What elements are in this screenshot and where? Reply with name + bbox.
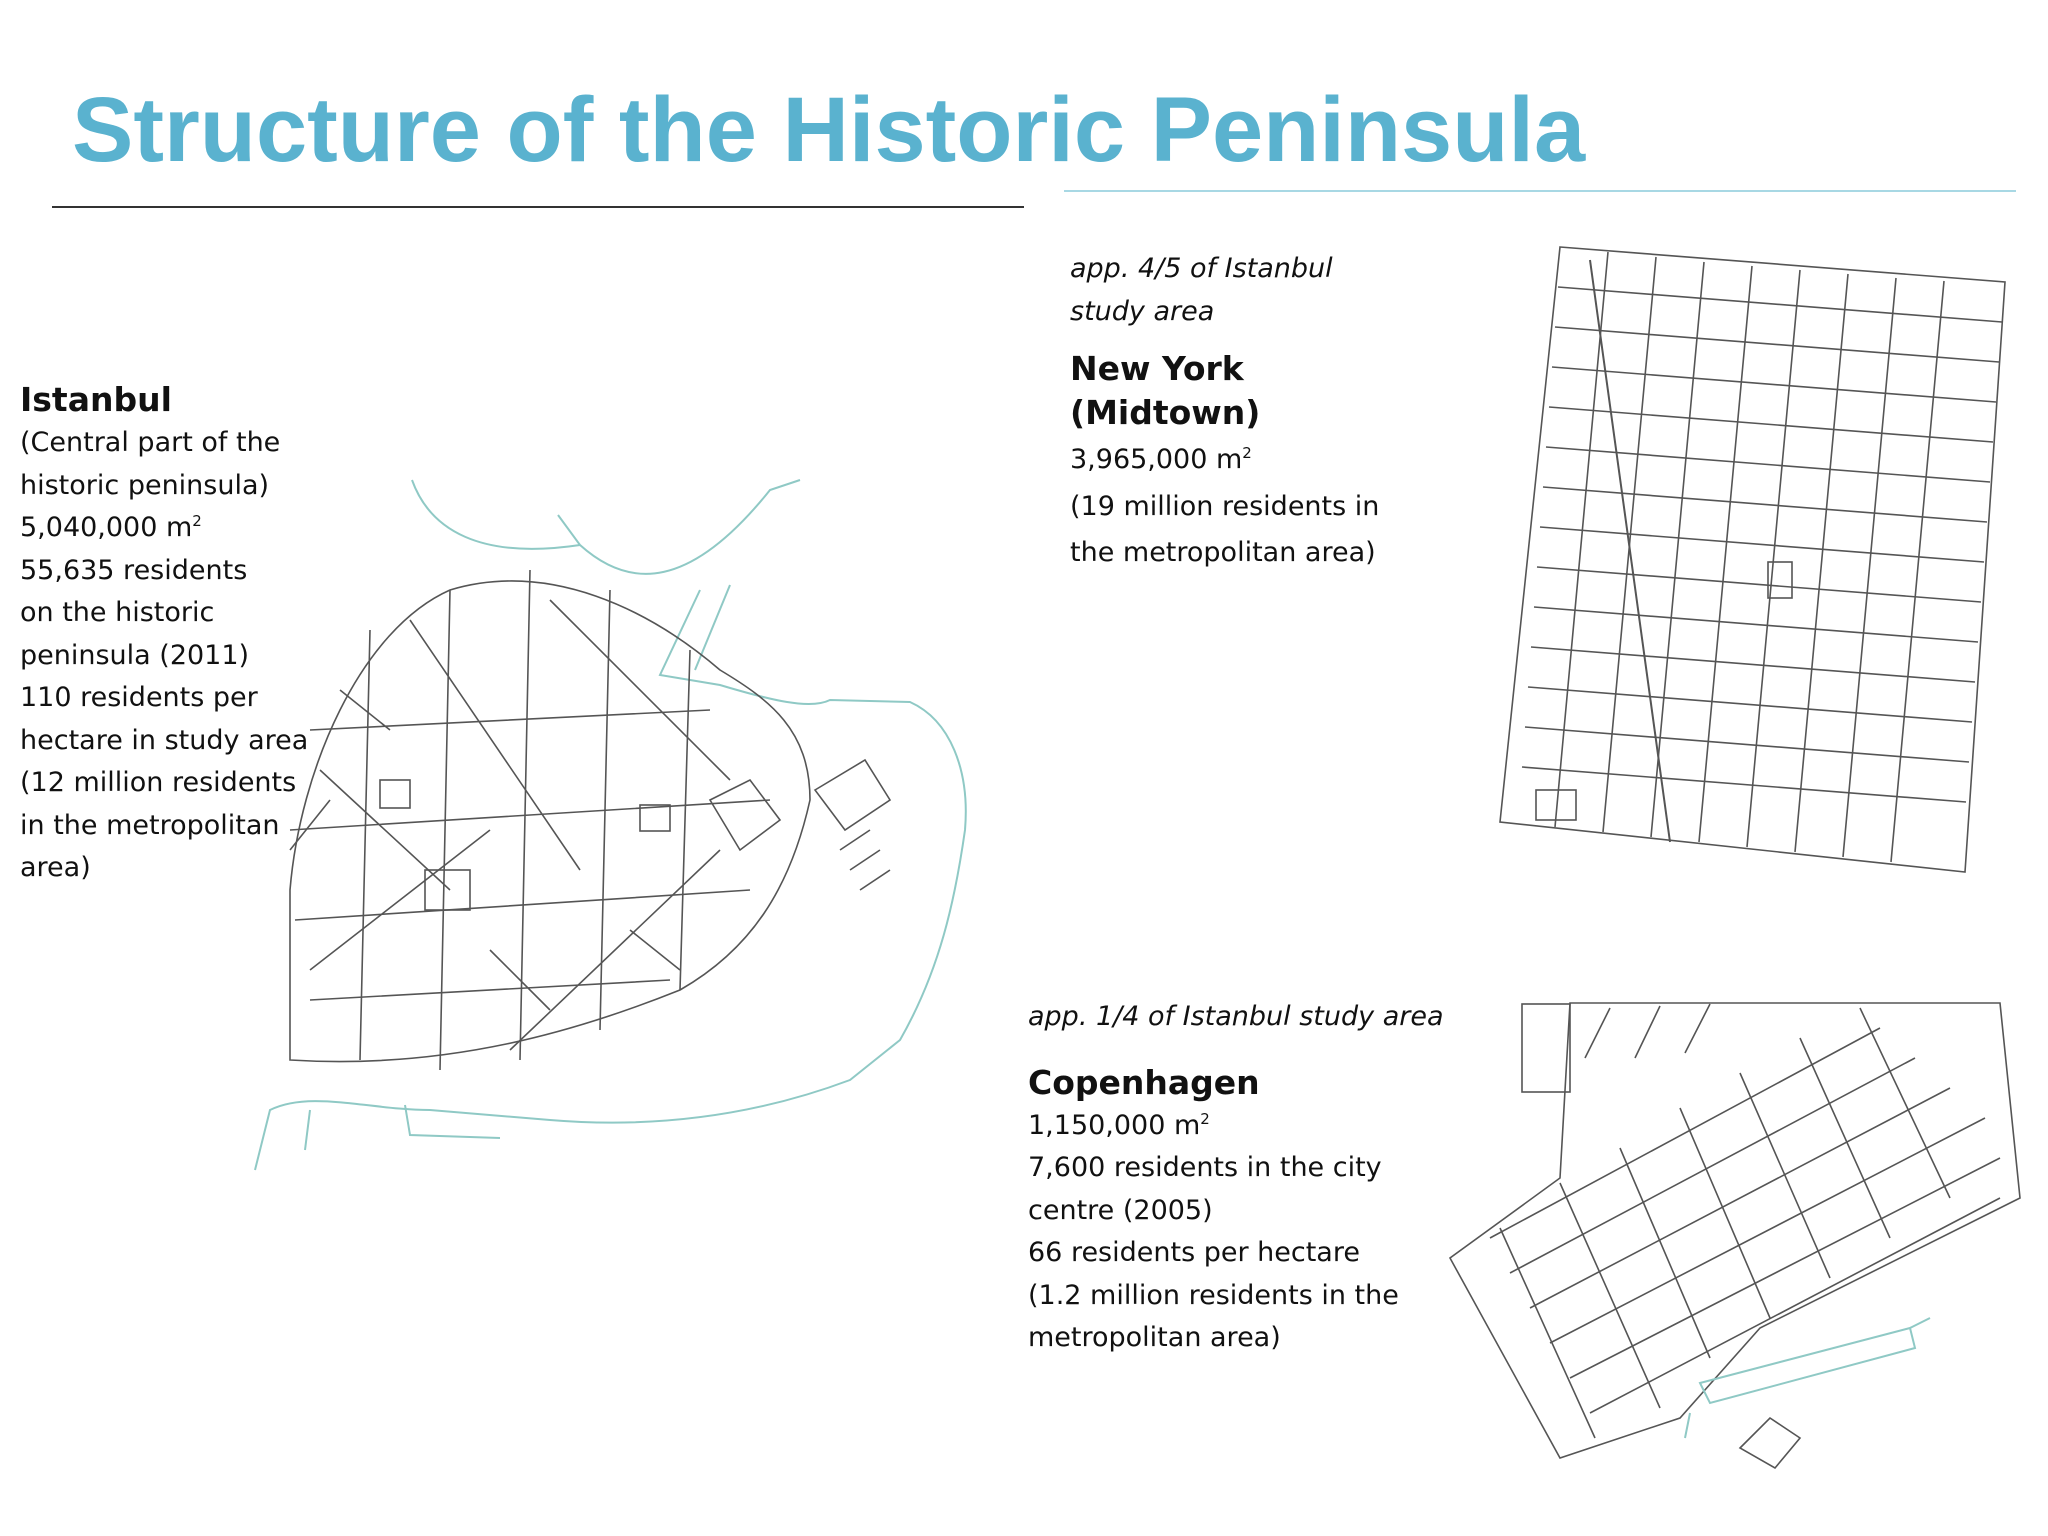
new-york-line: the metropolitan area) [1070, 537, 1376, 568]
copenhagen-street-map [1440, 998, 2020, 1478]
new-york-name: New York [1070, 349, 1244, 388]
istanbul-line: area) [20, 852, 91, 883]
copenhagen-name: Copenhagen [1028, 1062, 1260, 1102]
new-york-street-blocks [1500, 247, 2005, 872]
istanbul-line: on the historic [20, 597, 215, 628]
istanbul-line: peninsula (2011) [20, 639, 250, 671]
copenhagen-ratio: app. 1/4 of Istanbul study area [1028, 1001, 1444, 1032]
copenhagen-line: 66 residents per hectare [1028, 1237, 1360, 1268]
istanbul-area: 5,040,000 $m^2$ [20, 512, 202, 543]
istanbul-line: hectare in study area [20, 724, 309, 756]
copenhagen-line: centre (2005) [1028, 1194, 1213, 1226]
istanbul-line: in the metropolitan [20, 809, 280, 841]
copenhagen-line: metropolitan area) [1028, 1322, 1281, 1353]
istanbul-street-map [250, 470, 990, 1190]
new-york-info [1070, 248, 1379, 575]
new-york-name: (Midtown) [1070, 393, 1261, 432]
copenhagen-info [1028, 996, 1444, 1360]
istanbul-street-blocks [290, 570, 810, 1070]
new-york-ratio: app. 4/5 of Istanbul [1070, 253, 1333, 284]
new-york-ratio: study area [1070, 295, 1215, 327]
istanbul-line: (Central part of the [20, 427, 281, 458]
istanbul-line: historic peninsula) [20, 469, 270, 501]
istanbul-line: 110 residents per [20, 682, 258, 713]
copenhagen-street-blocks [1450, 1003, 2020, 1468]
istanbul-line: (12 million residents [20, 767, 297, 798]
copenhagen-line: (1.2 million residents in the [1028, 1279, 1399, 1311]
page-title: Structure of the Historic Peninsula [72, 79, 1586, 181]
copenhagen-line: 7,600 residents in the city [1028, 1152, 1382, 1183]
copenhagen-harbour [1685, 1318, 1930, 1438]
accent-divider [1064, 190, 2016, 192]
copenhagen-area: 1,150,000 $m^2$ [1028, 1109, 1210, 1141]
new-york-line: (19 million residents in [1070, 490, 1380, 522]
title-divider [52, 206, 1024, 208]
new-york-street-map [1490, 232, 2010, 872]
istanbul-topkapi-area [815, 760, 890, 890]
istanbul-line: 55,635 residents [20, 554, 248, 586]
istanbul-name: Istanbul [20, 380, 172, 419]
new-york-area: 3,965,000 $m^2$ [1070, 444, 1252, 475]
